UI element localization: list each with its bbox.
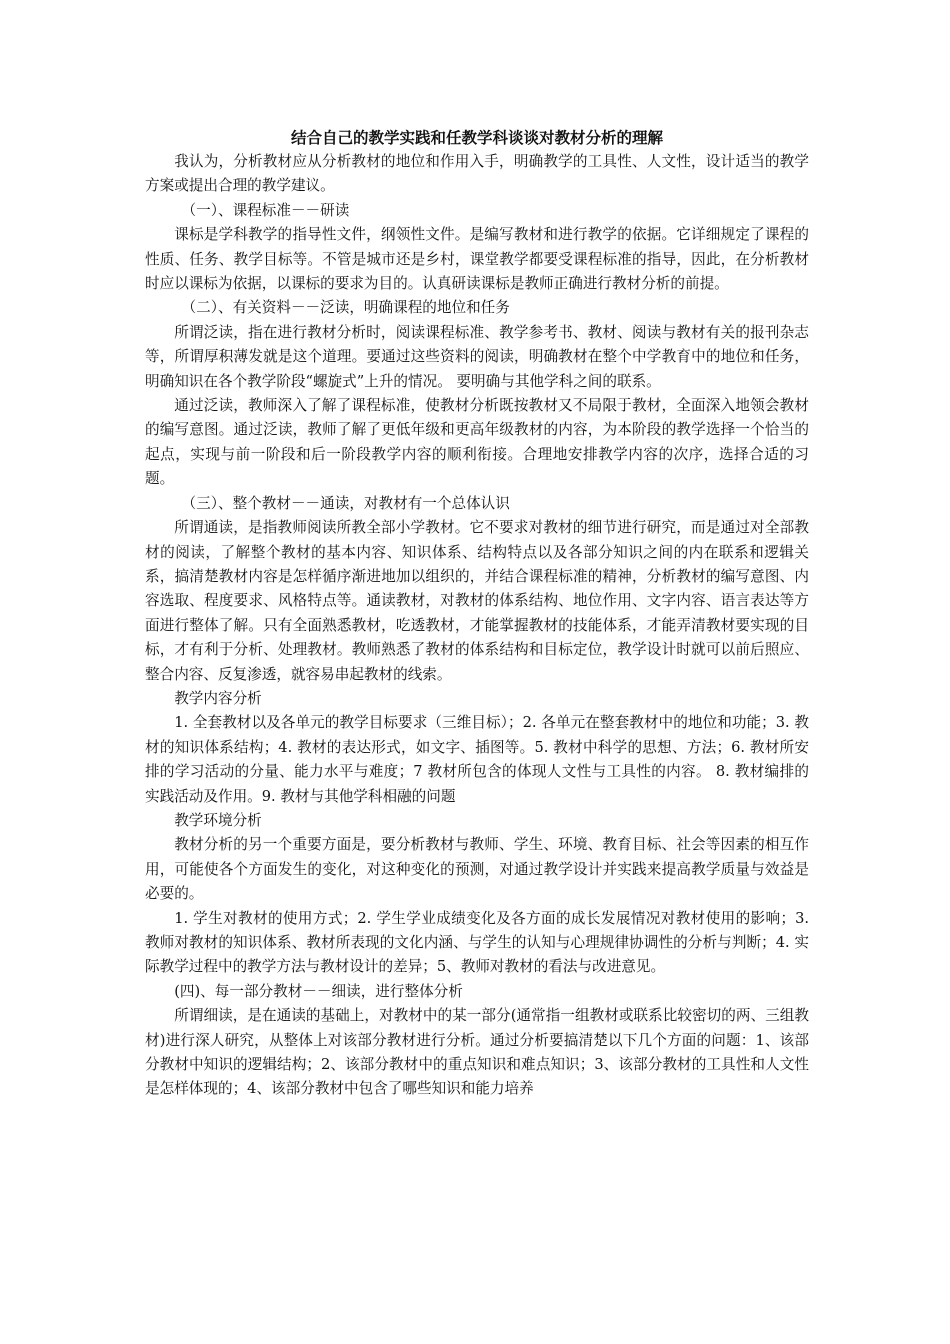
body-paragraph: 所谓通读，是指教师阅读所教全部小学教材。它不要求对教材的细节进行研究，而是通过对全部教材的阅读，了解整个教材的基本内容、知识体系、结构特点以及各部分知识之间的内在联系和逻辑关系，搞清楚教材内容是怎样循序渐进地加以组织的，并结合课程标准的精神，分析教材的编写意图、内容选取、程度要求、风格特点等。通读教材，对教材的体系结构、地位作用、文字内容、语言表达等方面进行整体了解。只有全面熟悉教材，吃透教材，才能掌握教材的技能体系，才能弄清教材要实现的目标，才有利于分析、处理教材。教师熟悉了教材的体系结构和目标定位，教学设计时就可以前后照应、整合内容、反复渗透，就容易串起教材的线索。 [145, 519, 809, 683]
section-heading-2: （二）、有关资料－－泛读，明确课程的地位和任务 [181, 299, 510, 317]
document-title: 结合自己的教学实践和任教学科谈谈对教材分析的理解 [290, 129, 663, 147]
subheading-environment-analysis: 教学环境分析 [174, 811, 262, 829]
body-paragraph: 1. 全套教材以及各单元的教学目标要求（三维目标）；2. 各单元在整套教材中的地位和功能；3. 教材的知识体系结构；4. 教材的表达形式，如文字、插图等。5. 教材中科学的思想、方法；6. 教材所安排的学习活动的分量、能力水平与难度；7 教材所包含的体现人文性与工具性的内容。 8. 教材编排的实践活动及作用。9. 教材与其他学科相融的问题 [145, 714, 809, 805]
subheading-content-analysis: 教学内容分析 [174, 689, 262, 707]
body-paragraph: 教材分析的另一个重要方面是，要分析教材与教师、学生、环境、教育目标、社会等因素的相互作用，可能使各个方面发生的变化，对这种变化的预测，对通过教学设计并实践来提高教学质量与效益是必要的。 [145, 836, 809, 903]
section-heading-3: （三）、整个教材－－通读，对教材有一个总体认识 [181, 494, 510, 512]
section-heading-1: （一）、课程标准－－研读 [181, 201, 350, 219]
intro-paragraph: 我认为，分析教材应从分析教材的地位和作用入手，明确教学的工具性、人文性，设计适当的教学方案或提出合理的教学建议。 [145, 153, 809, 195]
body-paragraph: 所谓细读，是在通读的基础上，对教材中的某一部分(通常指一组教材或联系比较密切的两、三组教材)进行深人研究，从整体上对该部分教材进行分析。通过分析要搞清楚以下几个方面的问题：1、该部分教材中知识的逻辑结构；2、该部分教材中的重点知识和难点知识；3、该部分教材的工具性和人文性是怎样体现的；4、该部分教材中包含了哪些知识和能力培养 [145, 1007, 809, 1098]
body-paragraph: 课标是学科教学的指导性文件，纲领性文件。是编写教材和进行教学的依据。它详细规定了课程的性质、任务、教学目标等。不管是城市还是乡村，课堂教学都要受课程标准的指导，因此，在分析教材时应以课标为依据，以课标的要求为目的。认真研读课标是教师正确进行教材分析的前提。 [145, 226, 809, 293]
body-paragraph: 所谓泛读，指在进行教材分析时，阅读课程标准、教学参考书、教材、阅读与教材有关的报刊杂志等，所谓厚积薄发就是这个道理。要通过这些资料的阅读，明确教材在整个中学教育中的地位和任务，明确知识在各个教学阶段“螺旋式”上升的情况。 要明确与其他学科之间的联系。 [145, 323, 809, 390]
body-paragraph: 1. 学生对教材的使用方式；2. 学生学业成绩变化及各方面的成长发展情况对教材使用的影响；3. 教师对教材的知识体系、教材所表现的文化内涵、与学生的认知与心理规律协调性的分析与判断；4. 实际教学过程中的教学方法与教材设计的差异；5、教师对教材的看法与改进意见。 [145, 909, 809, 976]
section-heading-4: (四)、每一部分教材－－细读，进行整体分析 [174, 982, 463, 1000]
body-paragraph: 通过泛读，教师深入了解了课程标准，使教材分析既按教材又不局限于教材，全面深入地领会教材的编写意图。通过泛读，教师了解了更低年级和更高年级教材的内容，为本阶段的教学选择一个恰当的起点，实现与前一阶段和后一阶段教学内容的顺利衔接。合理地安排教学内容的次序，选择合适的习题。 [145, 397, 809, 488]
document-page [145, 126, 809, 1102]
